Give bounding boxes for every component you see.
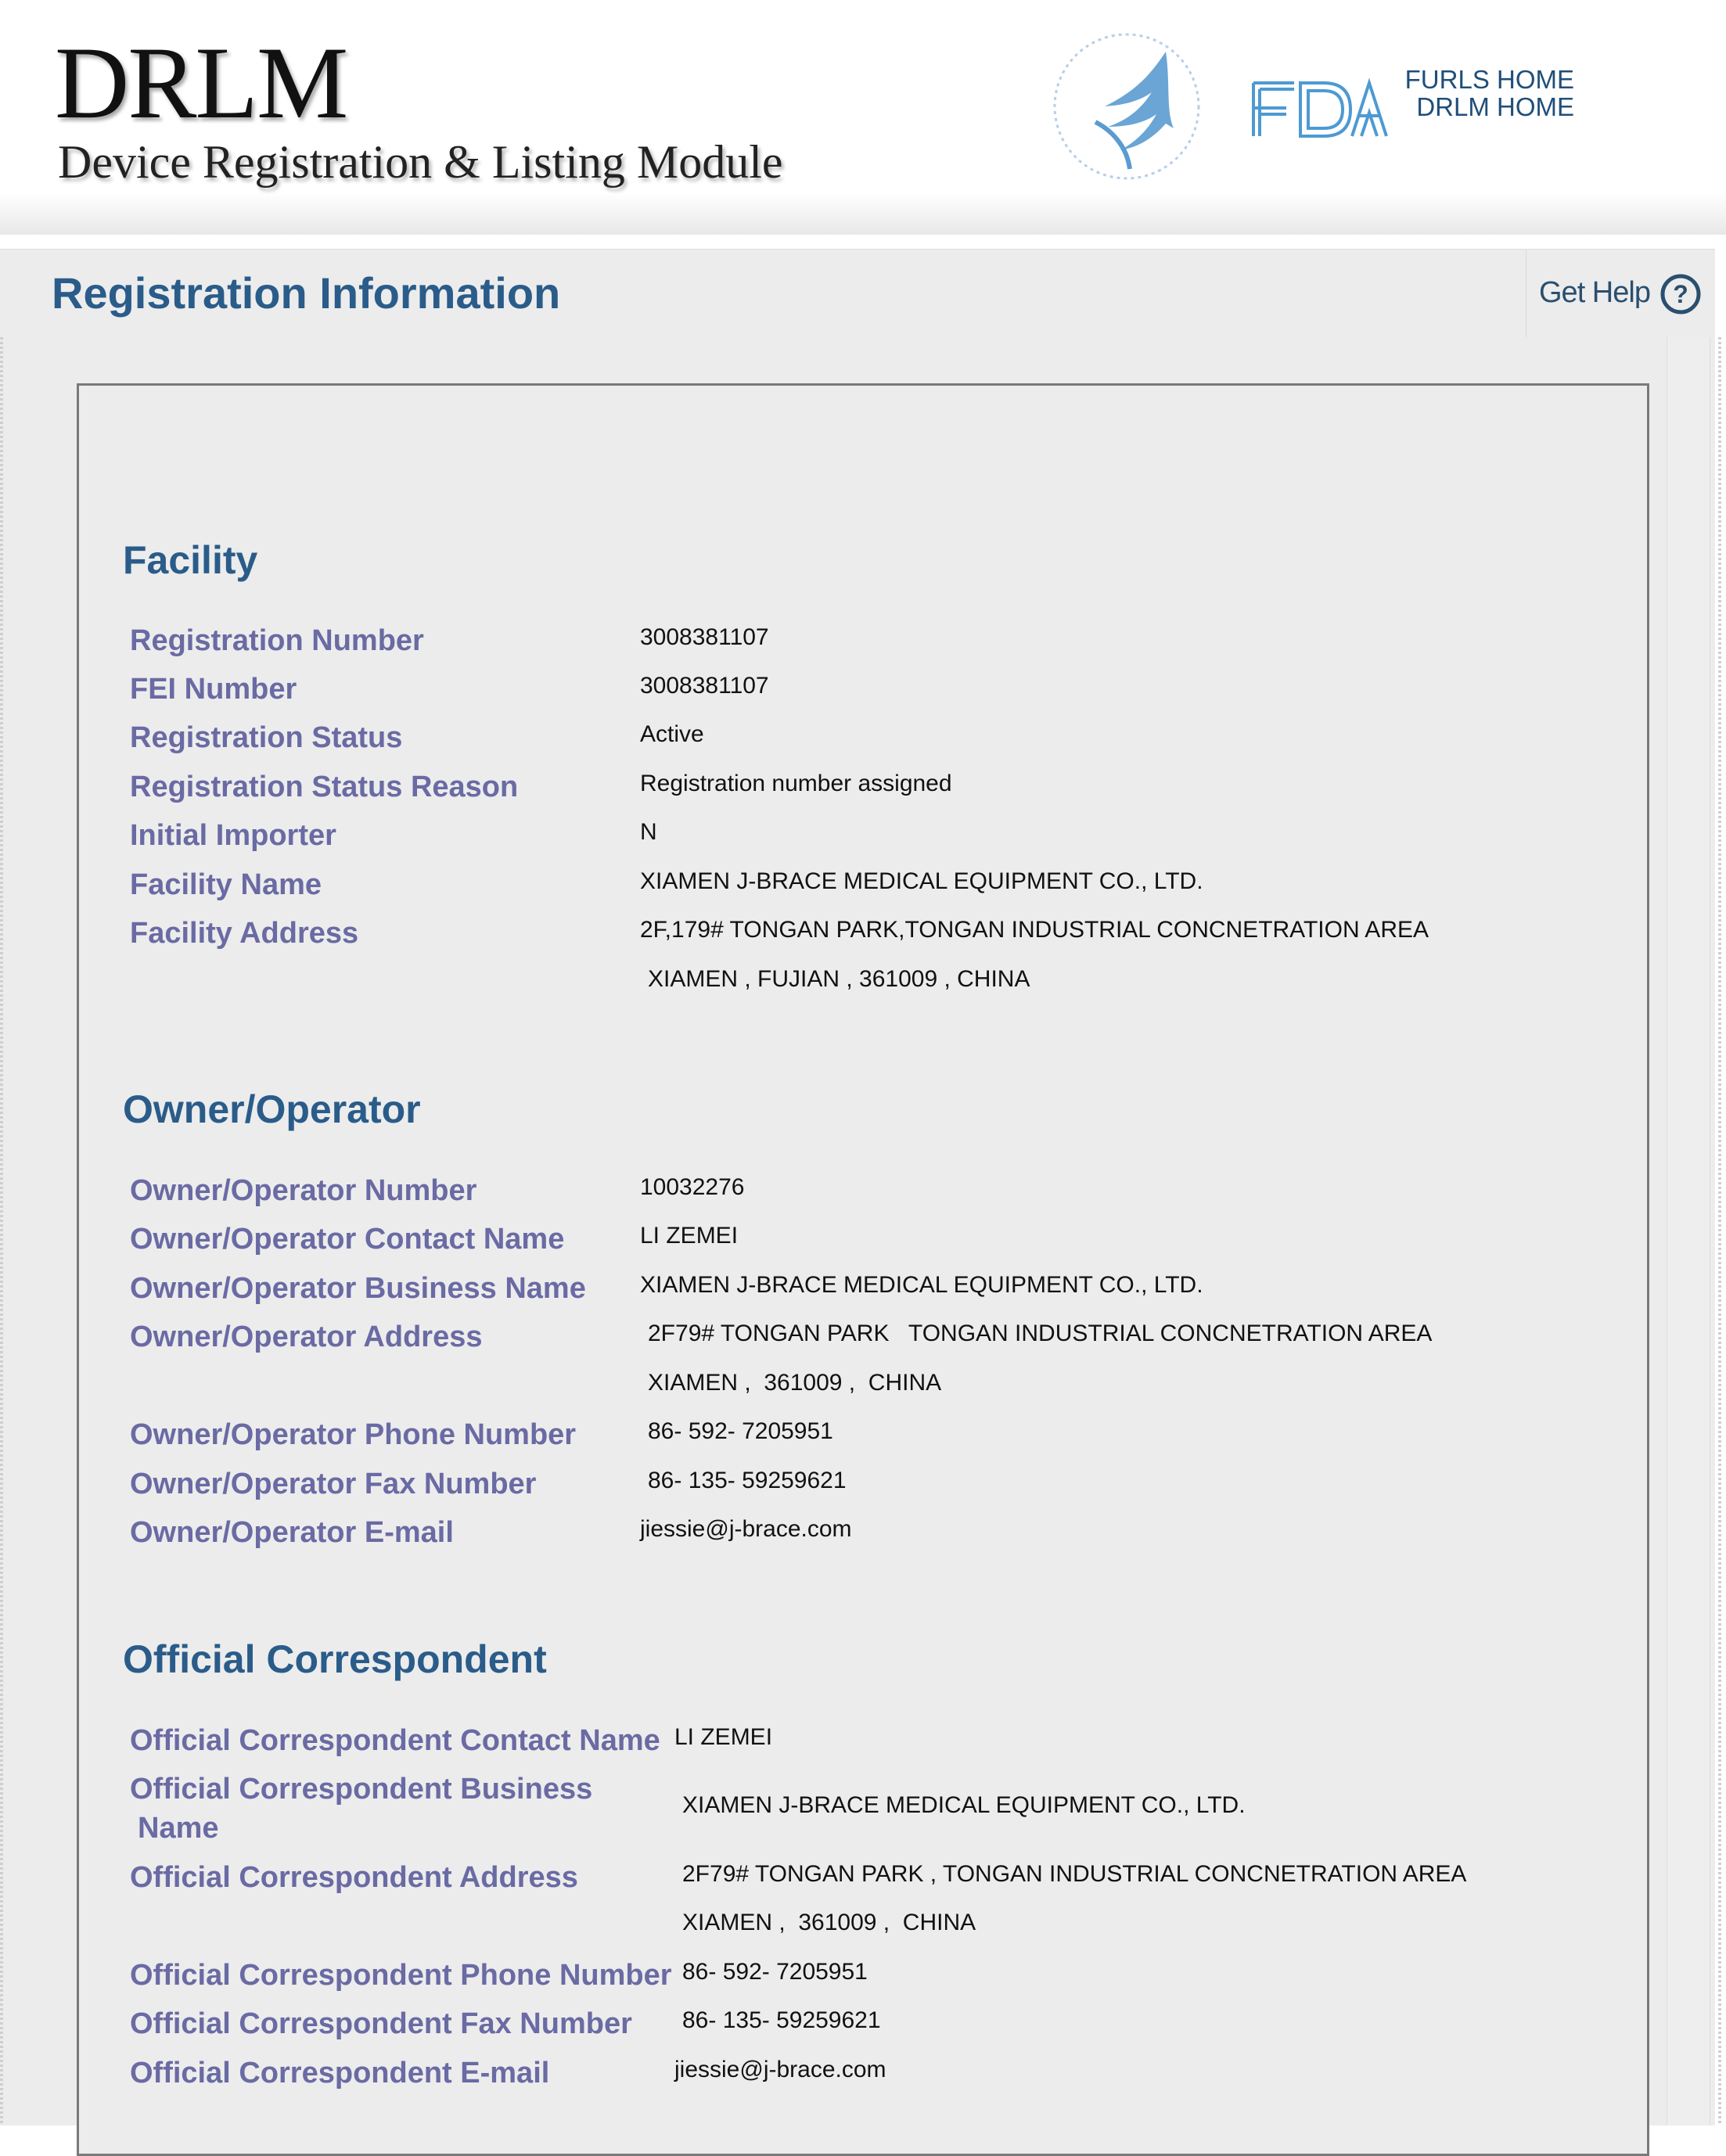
hhs-eagle-seal-icon xyxy=(1048,28,1205,185)
registration-number-value: 3008381107 xyxy=(640,624,769,650)
facility-heading: Facility xyxy=(123,538,258,582)
official-correspondent-address-label: Official Correspondent Address xyxy=(130,1861,578,1894)
official-correspondent-phone-value: 86- 592- 7205951 xyxy=(682,1959,868,1985)
owner-operator-address-line1: 2F79# TONGAN PARK TONGAN INDUSTRIAL CONCNETRATION AREA xyxy=(648,1321,1433,1346)
right-dotted-edge xyxy=(1718,337,1721,2125)
official-correspondent-business-name-label-line2: Name xyxy=(138,1812,219,1845)
initial-importer-label: Initial Importer xyxy=(130,819,336,852)
header-links xyxy=(1401,66,1574,120)
registration-status-value: Active xyxy=(640,721,704,747)
owner-operator-business-name-value: XIAMEN J-BRACE MEDICAL EQUIPMENT CO., LTD. xyxy=(640,1272,1203,1298)
official-correspondent-business-name-label: Official Correspondent Business xyxy=(130,1773,593,1806)
furls-home-link[interactable]: FURLS HOME xyxy=(1404,65,1574,94)
official-correspondent-contact-name-value: LI ZEMEI xyxy=(674,1724,773,1750)
get-help-button[interactable] xyxy=(1526,250,1716,337)
official-correspondent-email-value: jiessie@j-brace.com xyxy=(674,2057,886,2082)
facility-name-value: XIAMEN J-BRACE MEDICAL EQUIPMENT CO., LTD. xyxy=(640,868,1203,894)
help-icon-glyph: ? xyxy=(1673,280,1688,308)
owner-operator-email-value: jiessie@j-brace.com xyxy=(640,1516,852,1542)
owner-operator-phone-label: Owner/Operator Phone Number xyxy=(130,1418,577,1451)
fei-number-value: 3008381107 xyxy=(640,673,769,699)
official-correspondent-fax-value: 86- 135- 59259621 xyxy=(682,2007,881,2033)
official-correspondent-contact-name-label: Official Correspondent Contact Name xyxy=(130,1724,660,1757)
help-question-icon xyxy=(1659,273,1702,315)
facility-address-line2: XIAMEN , FUJIAN , 361009 , CHINA xyxy=(648,966,1030,992)
page-header xyxy=(0,0,1726,235)
fda-logo-icon xyxy=(1249,78,1390,141)
owner-operator-fax-value: 86- 135- 59259621 xyxy=(648,1468,847,1493)
drlm-home-link[interactable]: DRLM HOME xyxy=(1416,92,1574,121)
official-correspondent-address-line2: XIAMEN , 361009 , CHINA xyxy=(682,1910,976,1935)
owner-operator-address-line2: XIAMEN , 361009 , CHINA xyxy=(648,1370,942,1396)
page-title: Registration Information xyxy=(52,268,561,318)
fei-number-label: FEI Number xyxy=(130,673,297,706)
owner-operator-email-label: Owner/Operator E-mail xyxy=(130,1516,454,1549)
facility-name-label: Facility Name xyxy=(130,868,322,901)
official-correspondent-business-name-value: XIAMEN J-BRACE MEDICAL EQUIPMENT CO., LTD. xyxy=(682,1792,1246,1818)
owner-operator-number-label: Owner/Operator Number xyxy=(130,1174,477,1207)
owner-operator-contact-name-value: LI ZEMEI xyxy=(640,1223,739,1249)
owner-operator-fax-label: Owner/Operator Fax Number xyxy=(130,1468,537,1500)
official-correspondent-fax-label: Official Correspondent Fax Number xyxy=(130,2007,632,2040)
official-correspondent-phone-label: Official Correspondent Phone Number xyxy=(130,1959,672,1992)
left-dotted-edge xyxy=(0,337,3,2125)
official-correspondent-heading: Official Correspondent xyxy=(123,1637,547,1681)
drlm-logo-title: DRLM xyxy=(55,25,347,140)
owner-operator-number-value: 10032276 xyxy=(640,1174,745,1200)
owner-operator-heading: Owner/Operator xyxy=(123,1087,421,1131)
get-help-label: Get Help xyxy=(1539,276,1650,309)
registration-status-label: Registration Status xyxy=(130,721,403,754)
official-correspondent-address-line1: 2F79# TONGAN PARK , TONGAN INDUSTRIAL CONCNETRATION AREA xyxy=(682,1861,1467,1887)
owner-operator-phone-value: 86- 592- 7205951 xyxy=(648,1418,833,1444)
registration-number-label: Registration Number xyxy=(130,624,424,657)
registration-status-reason-value: Registration number assigned xyxy=(640,771,952,796)
facility-address-label: Facility Address xyxy=(130,917,359,950)
owner-operator-address-label: Owner/Operator Address xyxy=(130,1321,483,1353)
registration-status-reason-label: Registration Status Reason xyxy=(130,771,519,803)
facility-address-line1: 2F,179# TONGAN PARK,TONGAN INDUSTRIAL CONCNETRATION AREA xyxy=(640,917,1429,943)
title-bar xyxy=(0,249,1715,338)
drlm-logo-subtitle: Device Registration & Listing Module xyxy=(58,136,783,188)
scrollbar-track[interactable] xyxy=(1667,337,1710,2125)
owner-operator-business-name-label: Owner/Operator Business Name xyxy=(130,1272,586,1305)
owner-operator-contact-name-label: Owner/Operator Contact Name xyxy=(130,1223,565,1256)
initial-importer-value: N xyxy=(640,819,657,845)
official-correspondent-email-label: Official Correspondent E-mail xyxy=(130,2057,550,2090)
